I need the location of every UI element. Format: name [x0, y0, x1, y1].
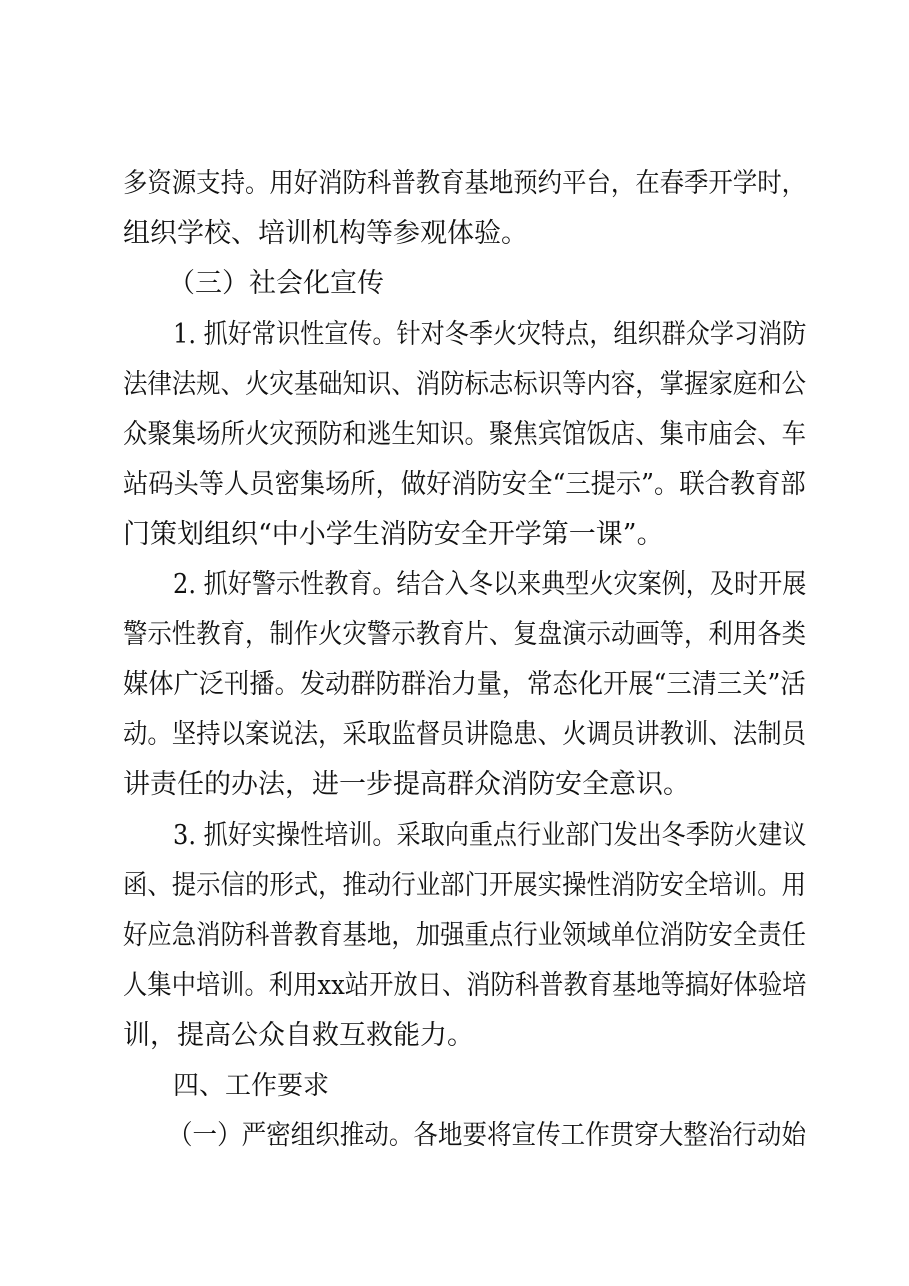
- paragraph-text: 函、提示信的形式，推动行业部门开展实操性消防安全培训。用: [123, 870, 806, 901]
- text-line: [0, 765, 909, 805]
- paragraph-text: 法律法规、火灾基础知识、消防标志标识等内容，掌握家庭和公: [123, 369, 806, 400]
- text-line: [0, 715, 909, 755]
- section-subheading: （三）社会化宣传: [168, 268, 384, 299]
- text-line: [0, 816, 909, 856]
- text-line: [0, 1066, 909, 1106]
- paragraph-text: 2. 抓好警示性教育。结合入冬以来典型火灾案例，及时开展: [173, 569, 807, 600]
- paragraph-text: 门策划组织“中小学生消防安全开学第一课”。: [123, 519, 664, 550]
- text-line: [0, 365, 909, 405]
- text-line: [0, 264, 909, 304]
- paragraph-text: 3. 抓好实操性培训。采取向重点行业部门发出冬季防火建议: [173, 820, 807, 851]
- text-line: [0, 916, 909, 956]
- paragraph-text: 站码头等人员密集场所，做好消防安全“三提示”。联合教育部: [123, 469, 806, 500]
- paragraph-text: 人集中培训。利用xx站开放日、消防科普教育基地等搞好体验培: [123, 970, 807, 1001]
- text-line: [0, 665, 909, 705]
- paragraph-text: 众聚集场所火灾预防和逃生知识。聚焦宾馆饭店、集市庙会、车: [123, 419, 806, 450]
- text-line: [0, 415, 909, 455]
- text-line: [0, 1116, 909, 1156]
- paragraph-text: 组织学校、培训机构等参观体验。: [123, 218, 528, 249]
- paragraph-text: 训，提高公众自救互救能力。: [123, 1020, 474, 1051]
- paragraph-text: （一）严密组织推动。各地要将宣传工作贯穿大整治行动始: [168, 1120, 806, 1151]
- text-line: [0, 565, 909, 605]
- paragraph-text: 动。坚持以案说法，采取监督员讲隐患、火调员讲教训、法制员: [123, 719, 806, 750]
- text-line: [0, 615, 909, 655]
- text-line: [0, 465, 909, 505]
- paragraph-text: 1. 抓好常识性宣传。针对冬季火灾特点，组织群众学习消防: [173, 319, 807, 350]
- text-line: [0, 315, 909, 355]
- text-line: [0, 1016, 909, 1056]
- text-line: [0, 515, 909, 555]
- section-heading: 四、工作要求: [173, 1071, 330, 1101]
- text-line: [0, 966, 909, 1006]
- paragraph-text: 多资源支持。用好消防科普教育基地预约平台，在春季开学时，: [123, 168, 806, 199]
- text-line: [0, 164, 909, 204]
- text-line: [0, 866, 909, 906]
- paragraph-text: 讲责任的办法，进一步提高群众消防安全意识。: [123, 769, 690, 800]
- text-line: [0, 214, 909, 254]
- paragraph-text: 好应急消防科普教育基地，加强重点行业领域单位消防安全责任: [123, 920, 806, 951]
- paragraph-text: 警示性教育，制作火灾警示教育片、复盘演示动画等，利用各类: [123, 619, 806, 650]
- paragraph-text: 媒体广泛刊播。发动群防群治力量，常态化开展“三清三关”活: [123, 669, 806, 700]
